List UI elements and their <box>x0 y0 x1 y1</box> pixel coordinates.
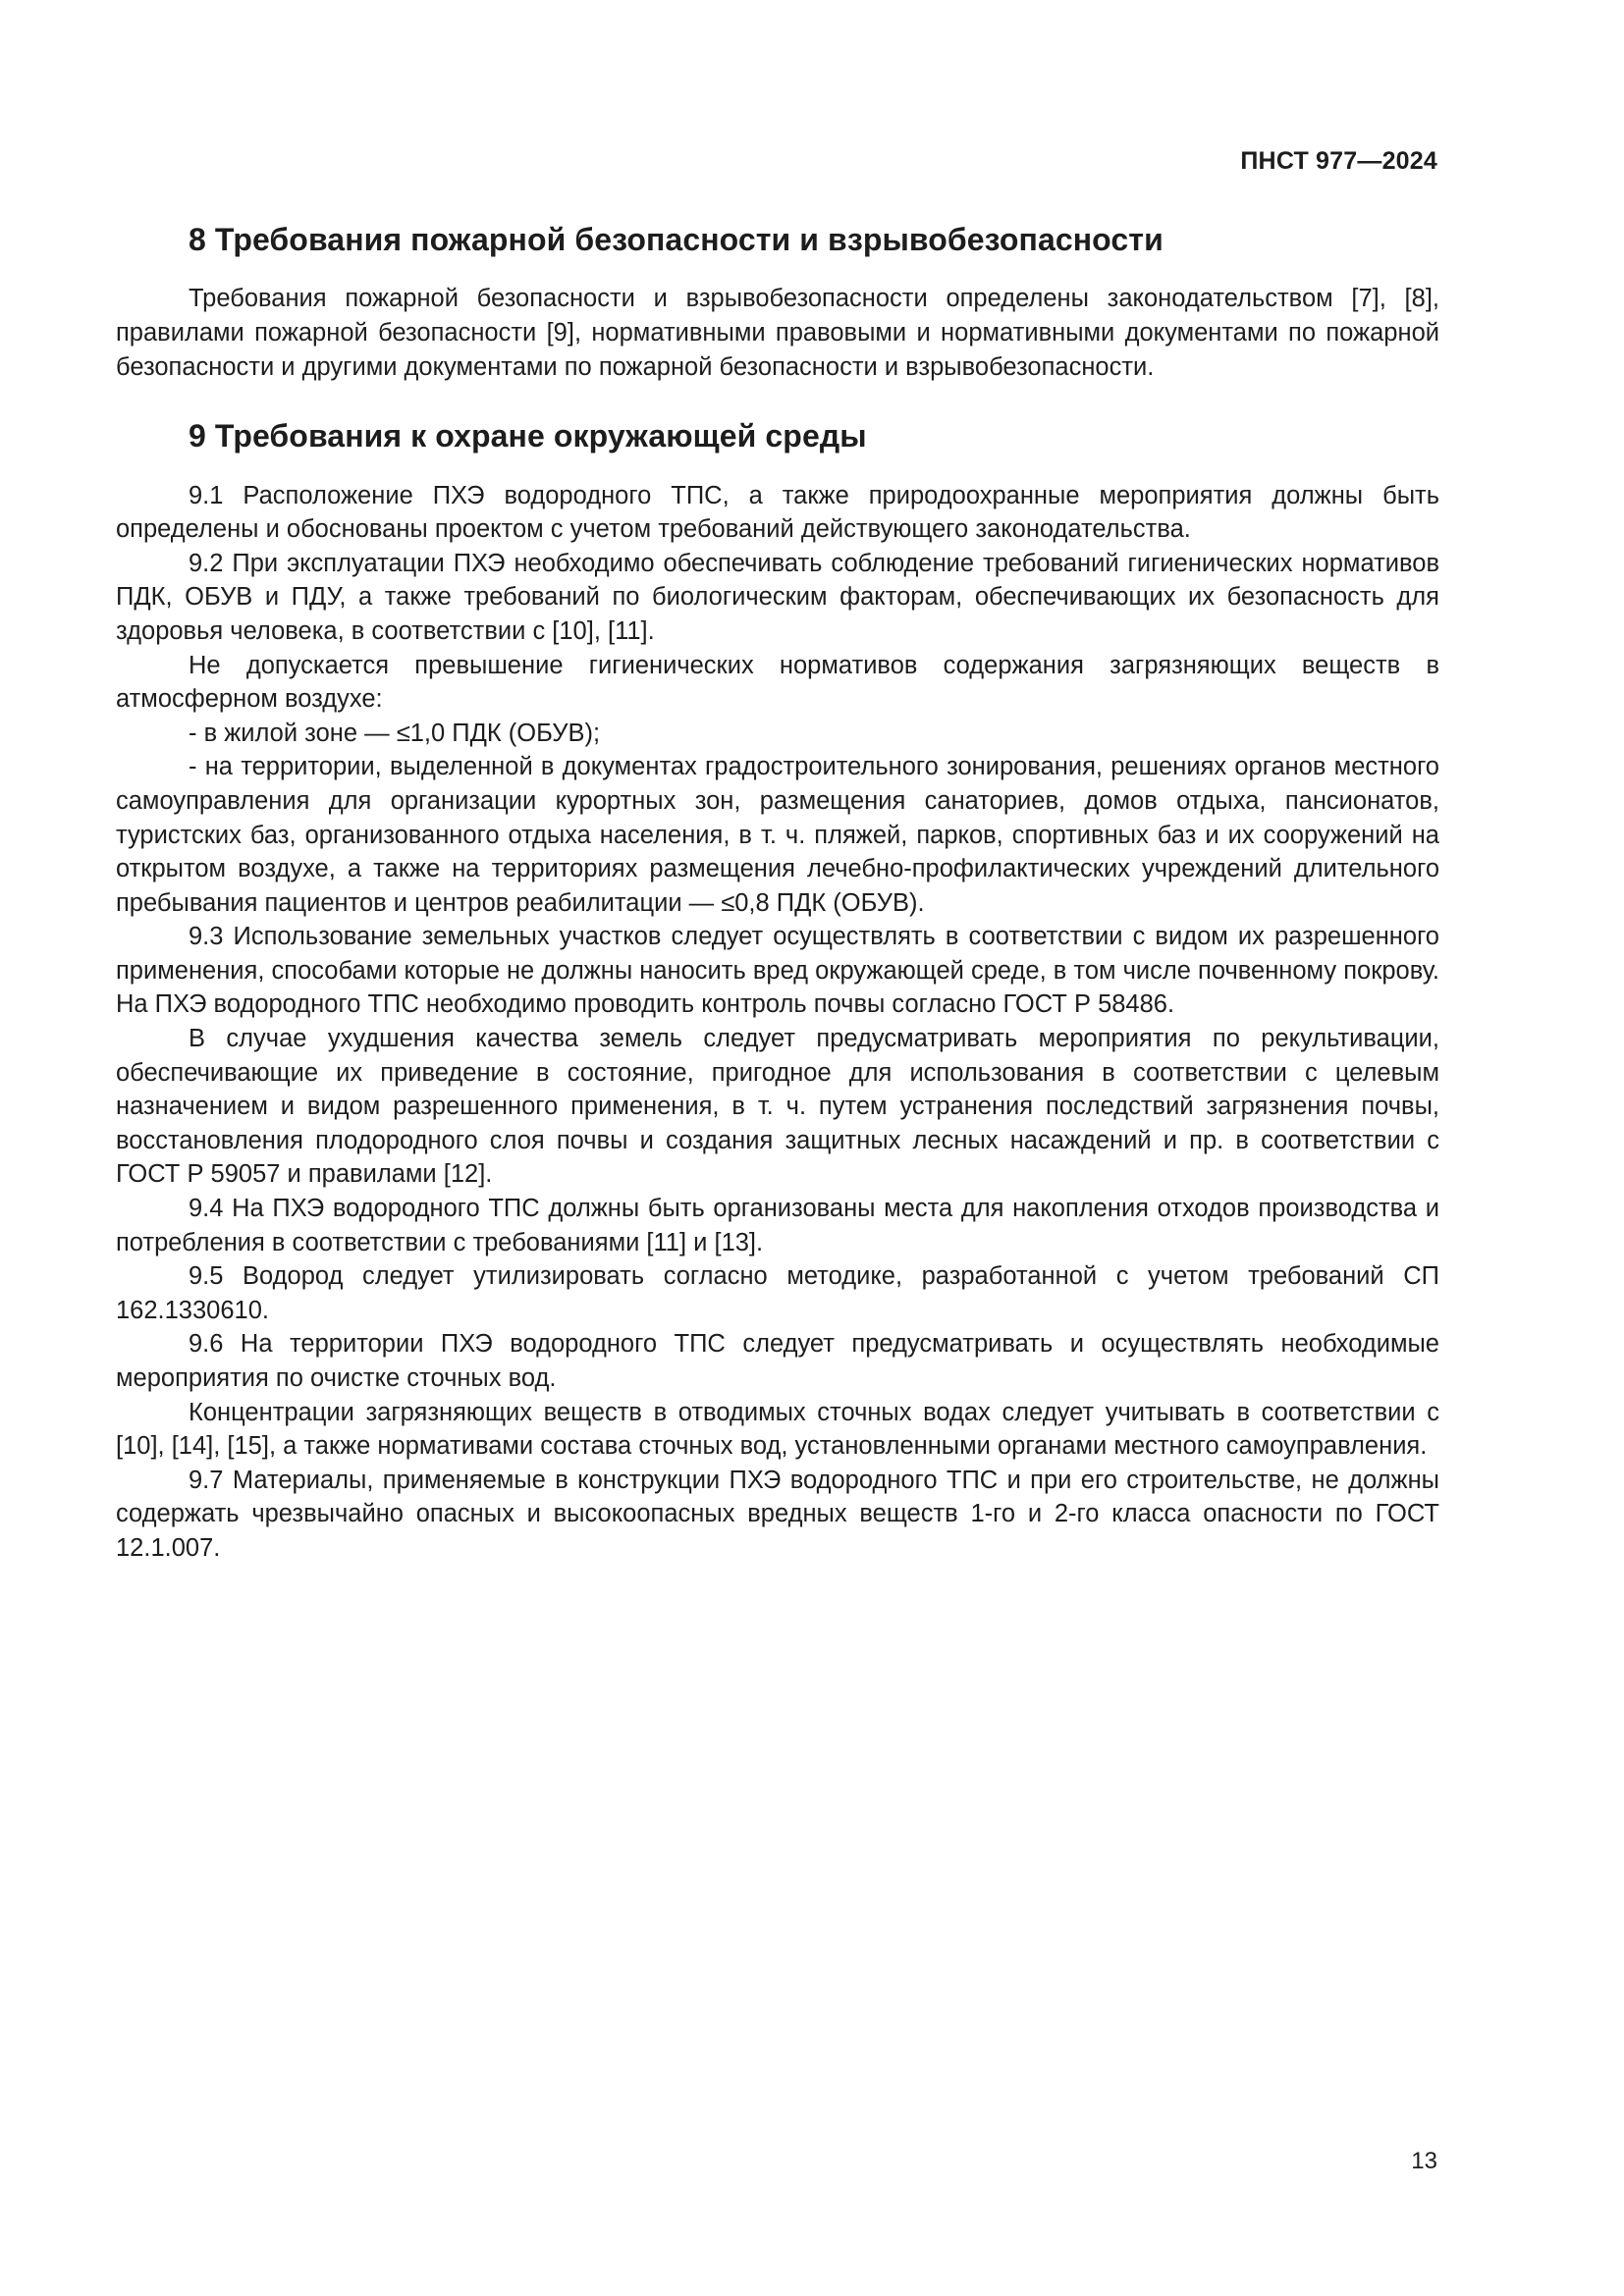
paragraph-9-7: 9.7 Материалы, применяемые в конструкции ПХЭ водородного ТПС и при его строительстве, не должны содержать чрезвычайно опасных и высокоопасных вредных веществ 1-го и 2-го класса опасности по ГОСТ 12.1.007. <box>116 1466 1439 1562</box>
document-id: ПНСТ 977—2024 <box>1240 147 1437 175</box>
paragraph-9-6: 9.6 На территории ПХЭ водородного ТПС следует предусматривать и осуществлять необходимые мероприятия по очистке сточных вод. <box>116 1330 1439 1392</box>
page-number: 13 <box>1411 2148 1437 2174</box>
paragraph-9-2: 9.2 При эксплуатации ПХЭ необходимо обеспечивать соблюдение требований гигиенических нормативов ПДК, ОБУВ и ПДУ, а также требований по биологическим факторам, обеспечивающих их безопасность для здоровья человека, в соответствии с [10], [11]. <box>116 549 1439 645</box>
paragraph-land-recultivation: В случае ухудшения качества земель следует предусматривать мероприятия по рекультивации, обеспечивающие их приведение в состояние, пригодное для использования в соответствии с целевым назначением и видом разрешенного применения, в т. ч. путем устранения последствий загрязнения почвы, восстановления плодородного слоя почвы и создания защитных лесных насаждений и пр. в соответствии с ГОСТ Р 59057 и правилами [12]. <box>116 1025 1439 1189</box>
section-8-paragraph: Требования пожарной безопасности и взрывобезопасности определены законодательством [7], [8], правилами пожарной безопасности [9], нормативными правовыми и нормативными документами по пожарной безопасности и другими документами по пожарной безопасности и взрывобезопасности. <box>116 285 1439 381</box>
section-9-title: 9 Требования к охране окружающей среды <box>189 418 867 454</box>
paragraph-9-1: 9.1 Расположение ПХЭ водородного ТПС, а также природоохранные мероприятия должны быть определены и обоснованы проектом с учетом требований действующего законодательства. <box>116 481 1439 544</box>
page-content <box>116 221 1439 1566</box>
list-item-recreational-territory: - на территории, выделенной в документах градостроительного зонирования, решениях органов местного самоуправления для организации курортных зон, размещения санаториев, домов отдыха, пансионатов, туристских баз, организованного отдыха населения, в т. ч. пляжей, парков, спортивных баз и их сооружений на открытом воздухе, а также на территориях размещения лечебно-профилактических учреждений длительного пребывания пациентов и центров реабилитации — ≤0,8 ПДК (ОБУВ). <box>116 753 1439 917</box>
paragraph-9-3: 9.3 Использование земельных участков следует осуществлять в соответствии с видом их разрешенного применения, способами которые не должны наносить вред окружающей среде, в том числе почвенному покрову. На ПХЭ водородного ТПС необходимо проводить контроль почвы согласно ГОСТ Р 58486. <box>116 923 1439 1019</box>
paragraph-air-limits-intro: Не допускается превышение гигиенических нормативов содержания загрязняющих веществ в атмосферном воздухе: <box>116 651 1439 714</box>
paragraph-9-4: 9.4 На ПХЭ водородного ТПС должны быть организованы места для накопления отходов производства и потребления в соответствии с требованиями [11] и [13]. <box>116 1195 1439 1256</box>
list-item-residential-zone: - в жилой зоне — ≤1,0 ПДК (ОБУВ); <box>189 719 601 747</box>
paragraph-wastewater-concentrations: Концентрации загрязняющих веществ в отводимых сточных водах следует учитывать в соответствии с [10], [14], [15], а также нормативами состава сточных вод, установленными органами местного самоуправления. <box>116 1398 1439 1461</box>
section-8-title: 8 Требования пожарной безопасности и взрывобезопасности <box>189 222 1164 257</box>
paragraph-9-5: 9.5 Водород следует утилизировать согласно методике, разработанной с учетом требований СП 162.1330610. <box>116 1262 1439 1324</box>
